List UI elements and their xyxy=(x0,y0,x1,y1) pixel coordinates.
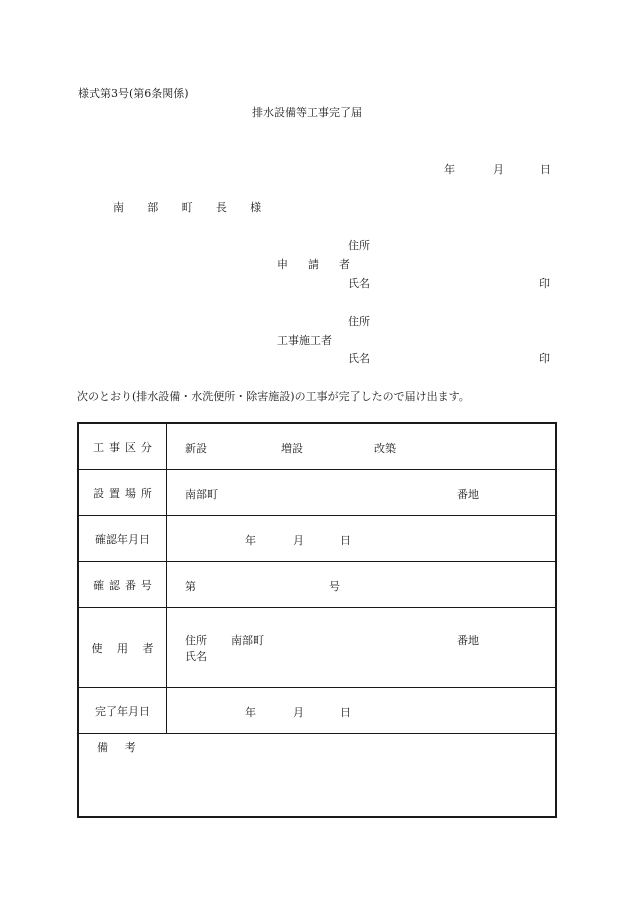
confirmation-number-label: 確認番号 xyxy=(93,578,157,592)
applicant-name-label: 氏名 xyxy=(348,277,370,290)
contractor-name-label: 氏名 xyxy=(348,352,370,365)
contractor-role-label: 工事施工者 xyxy=(277,334,332,347)
user-label-cell xyxy=(79,608,167,687)
completion-date-day: 日 xyxy=(340,706,351,719)
user-town: 南部町 xyxy=(231,634,264,647)
work-type-label: 工事区分 xyxy=(93,440,157,454)
contractor-address-label: 住所 xyxy=(348,315,370,328)
table-row-remarks[interactable] xyxy=(79,734,555,818)
confirmation-number-label-cell xyxy=(79,562,167,607)
work-type-option-new[interactable]: 新設 xyxy=(185,442,207,455)
confirmation-date-month: 月 xyxy=(293,534,304,547)
applicant-role-label: 申 請 者 xyxy=(277,258,359,271)
confirmation-number-value-cell[interactable] xyxy=(167,562,555,607)
user-label: 使 用 者 xyxy=(91,641,159,655)
location-lot-label: 番地 xyxy=(457,488,479,501)
addressee: 南 部 町 長 様 xyxy=(113,201,272,214)
statement-text: 次のとおり(排水設備・水洗便所・除害施設)の工事が完了したので届け出ます。 xyxy=(77,390,470,403)
work-type-option-renovation[interactable]: 改築 xyxy=(374,442,396,455)
date-month-label: 月 xyxy=(493,163,504,176)
completion-date-month: 月 xyxy=(293,706,304,719)
table-row-location xyxy=(79,470,555,516)
confirmation-date-day: 日 xyxy=(340,534,351,547)
completion-date-label-cell xyxy=(79,688,167,733)
work-type-option-extension[interactable]: 増設 xyxy=(281,442,303,455)
location-label-cell xyxy=(79,470,167,515)
table-row-confirmation-number xyxy=(79,562,555,608)
confirmation-date-value-cell[interactable] xyxy=(167,516,555,561)
user-value-cell[interactable] xyxy=(167,608,555,687)
completion-date-year: 年 xyxy=(245,706,256,719)
contractor-seal-mark: 印 xyxy=(539,352,550,365)
location-label: 設置場所 xyxy=(93,486,157,500)
user-name-label: 氏名 xyxy=(185,650,207,663)
table-row-user xyxy=(79,608,555,688)
confirmation-number-prefix: 第 xyxy=(185,580,196,593)
user-lot-label: 番地 xyxy=(457,634,479,647)
applicant-seal-mark: 印 xyxy=(539,277,550,290)
table-row-completion-date xyxy=(79,688,555,734)
confirmation-date-year: 年 xyxy=(245,534,256,547)
applicant-address-label: 住所 xyxy=(348,239,370,252)
work-type-value-cell[interactable] xyxy=(167,424,555,469)
confirmation-date-label: 確認年月日 xyxy=(95,532,150,546)
date-year-label: 年 xyxy=(444,163,455,176)
completion-date-value-cell[interactable] xyxy=(167,688,555,733)
work-type-label-cell xyxy=(79,424,167,469)
table-row-work-type xyxy=(79,424,555,470)
completion-form-table xyxy=(77,422,557,818)
table-row-confirmation-date xyxy=(79,516,555,562)
user-address-label: 住所 xyxy=(185,634,207,647)
confirmation-date-label-cell xyxy=(79,516,167,561)
date-day-label: 日 xyxy=(540,163,551,176)
location-value-cell[interactable] xyxy=(167,470,555,515)
location-town: 南部町 xyxy=(185,488,218,501)
document-title: 排水設備等工事完了届 xyxy=(252,106,362,119)
form-number: 様式第3号(第6条関係) xyxy=(78,87,189,100)
confirmation-number-suffix: 号 xyxy=(329,580,340,593)
remarks-label: 備 考 xyxy=(97,741,143,754)
completion-date-label: 完了年月日 xyxy=(95,704,150,718)
